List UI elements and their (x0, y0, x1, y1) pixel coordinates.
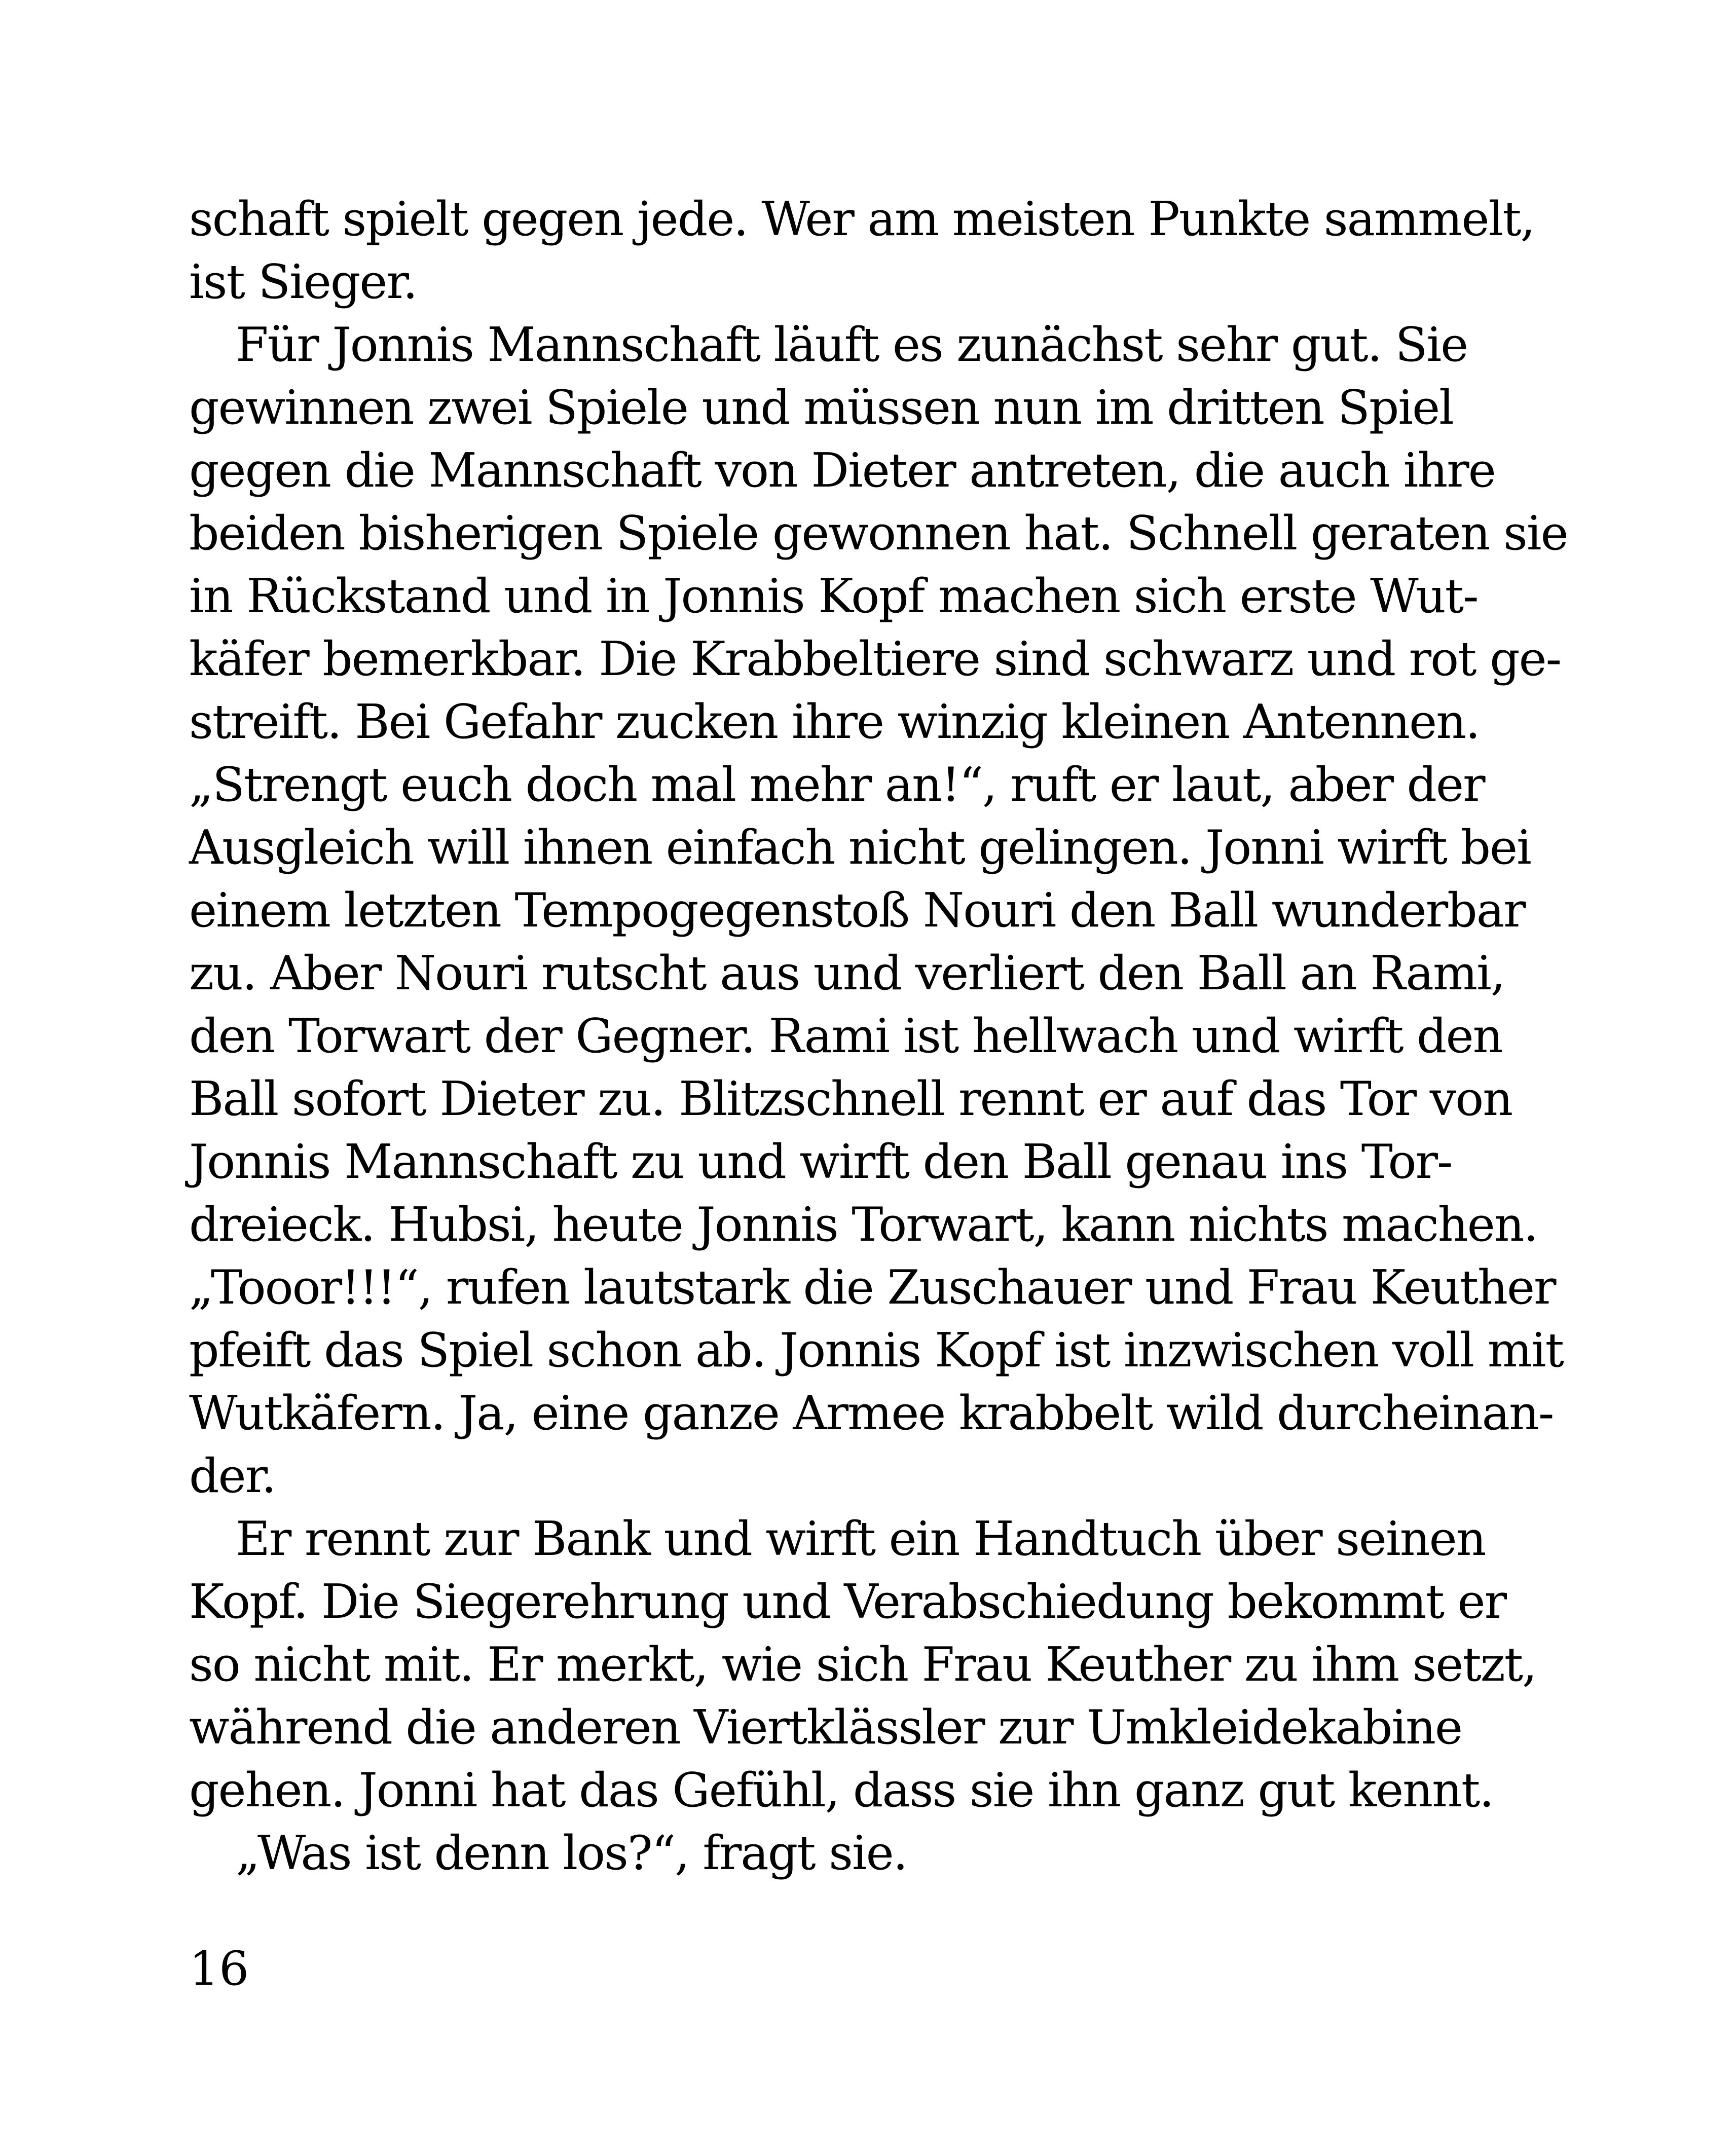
text-line: in Rückstand und in Jonnis Kopf machen sich erste Wut- (189, 569, 1478, 623)
text-line: der. (189, 1449, 276, 1503)
text-line: während die anderen Viertklässler zur Umkleidekabine (189, 1700, 1462, 1755)
page-number: 16 (189, 1941, 249, 1996)
text-line: so nicht mit. Er merkt, wie sich Frau Keuther zu ihm setzt, (189, 1637, 1536, 1692)
text-line: käfer bemerkbar. Die Krabbeltiere sind schwarz und rot ge- (189, 632, 1561, 686)
text-line: ist Sieger. (189, 254, 417, 309)
text-line: Kopf. Die Siegerehrung und Verabschiedung bekommt er (189, 1574, 1506, 1629)
text-line: den Torwart der Gegner. Rami ist hellwach und wirft den (189, 1009, 1502, 1063)
text-line: „Strengt euch doch mal mehr an!“, ruft er laut, aber der (189, 757, 1485, 812)
text-line: Er rennt zur Bank und wirft ein Handtuch über seinen (236, 1511, 1486, 1566)
text-line: einem letzten Tempogegenstoß Nouri den Ball wunderbar (189, 883, 1525, 938)
text-line: schaft spielt gegen jede. Wer am meisten Punkte sammelt, (189, 192, 1535, 246)
text-line: gehen. Jonni hat das Gefühl, dass sie ihn ganz gut kennt. (189, 1763, 1493, 1817)
text-line: Ausgleich will ihnen einfach nicht gelingen. Jonni wirft bei (189, 820, 1531, 875)
text-line: Ball sofort Dieter zu. Blitzschnell rennt er auf das Tor von (189, 1071, 1512, 1126)
body-text (189, 188, 1568, 1884)
text-line: zu. Aber Nouri rutscht aus und verliert den Ball an Rami, (189, 946, 1505, 1000)
text-line: „Was ist denn los?“, fragt sie. (236, 1826, 907, 1880)
text-line: Wutkäfern. Ja, eine ganze Armee krabbelt wild durcheinan- (189, 1386, 1554, 1440)
text-line: Für Jonnis Mannschaft läuft es zunächst sehr gut. Sie (236, 317, 1468, 372)
text-line: „Tooor!!!“, rufen lautstark die Zuschauer und Frau Keuther (189, 1260, 1556, 1315)
text-line: Jonnis Mannschaft zu und wirft den Ball genau ins Tor- (189, 1134, 1452, 1189)
text-line: gegen die Mannschaft von Dieter antreten, die auch ihre (189, 443, 1495, 498)
text-line: streift. Bei Gefahr zucken ihre winzig kleinen Antennen. (189, 694, 1480, 749)
text-line: beiden bisherigen Spiele gewonnen hat. Schnell geraten sie (189, 506, 1568, 561)
text-line: dreieck. Hubsi, heute Jonnis Torwart, kann nichts machen. (189, 1197, 1538, 1252)
text-line: pfeift das Spiel schon ab. Jonnis Kopf ist inzwischen voll mit (189, 1323, 1564, 1378)
text-line: gewinnen zwei Spiele und müssen nun im dritten Spiel (189, 380, 1453, 435)
